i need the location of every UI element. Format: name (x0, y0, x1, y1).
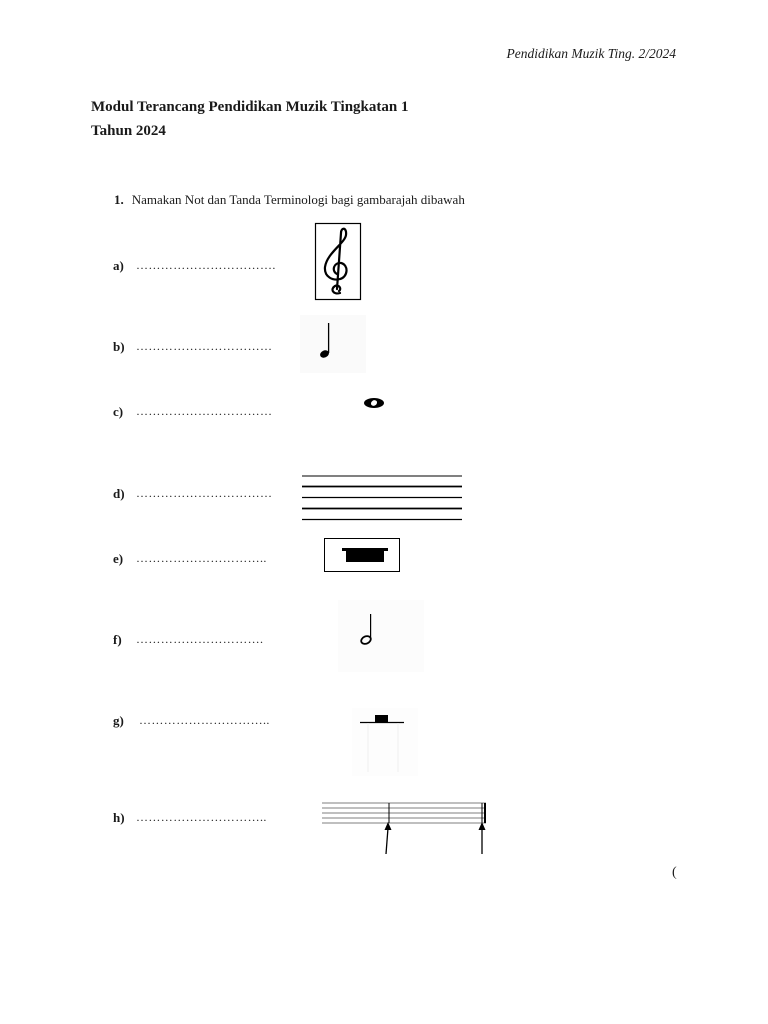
question-number: 1. (114, 192, 124, 207)
item-a-answer-blank[interactable]: ……………………………. (136, 258, 276, 272)
item-f-label: f) (113, 632, 122, 647)
item-g-label: g) (113, 713, 124, 728)
treble-clef-icon (315, 223, 361, 300)
item-d-answer-blank[interactable]: …………………………… (136, 486, 273, 500)
course-reference: Pendidikan Muzik Ting. 2/2024 (506, 46, 676, 61)
item-c-answer-blank[interactable]: …………………………… (136, 404, 273, 418)
page-title: Modul Terancang Pendidikan Muzik Tingkatan 1 (91, 99, 409, 115)
minim-note-icon (338, 600, 424, 672)
semibreve-note-icon (362, 396, 386, 410)
page-subtitle: Tahun 2024 (91, 123, 166, 139)
marks-bracket: ( (672, 865, 677, 880)
bar-lines-diagram-icon (322, 802, 488, 856)
item-b-label: b) (113, 339, 125, 354)
minim-rest-icon (352, 708, 418, 776)
item-g-answer-blank[interactable]: ………………………….. (139, 713, 270, 727)
question-text: Namakan Not dan Tanda Terminologi bagi gambarajah dibawah (131, 192, 465, 207)
item-e-answer-blank[interactable]: ………………………….. (136, 551, 267, 565)
item-f-answer-blank[interactable]: …………………………. (136, 632, 264, 646)
item-h-answer-blank[interactable]: ………………………….. (136, 810, 267, 824)
crotchet-note-icon (300, 315, 366, 373)
question-prompt (114, 192, 465, 208)
music-staff-icon (302, 475, 464, 523)
item-b-answer-blank[interactable]: …………………………… (136, 339, 273, 353)
item-d-label: d) (113, 486, 125, 501)
item-e-label: e) (113, 551, 124, 566)
item-a-label: a) (113, 258, 124, 273)
semibreve-rest-icon (324, 538, 400, 572)
item-h-label: h) (113, 810, 125, 825)
item-c-label: c) (113, 404, 124, 419)
